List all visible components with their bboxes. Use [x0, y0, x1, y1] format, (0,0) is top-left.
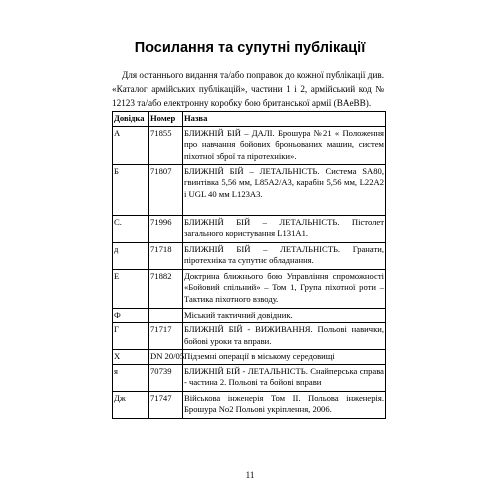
table-header-row	[113, 112, 386, 127]
table-row	[113, 269, 386, 308]
row-code: я	[113, 364, 149, 391]
header-title: Назва	[183, 112, 386, 127]
row-code: Х	[113, 350, 149, 365]
row-code: д	[113, 242, 149, 269]
row-code: А	[113, 126, 149, 164]
row-title: Міський тактичний довідник.	[183, 308, 386, 323]
page-number: 11	[245, 470, 255, 480]
row-title: БЛИЖНІЙ БІЙ - ВИЖИВАННЯ. Польові навички, бойові уроки та вправи.	[183, 323, 386, 350]
row-title: БЛИЖНІЙ БІЙ - ЛЕТАЛЬНІСТЬ. Снайперська справа - частина 2. Польові та бойові вправи	[183, 364, 386, 391]
table-row	[113, 215, 386, 242]
row-code: С.	[113, 215, 149, 242]
row-code: Дж	[113, 391, 149, 418]
intro-paragraph: Для останнього видання та/або поправок до кожної публікації див. «Каталог армійських публікацій», частини 1 і 2, армійський код № 12123 та/або електронну коробку бою британської армії (BAeBB).	[112, 70, 384, 108]
table-row	[113, 350, 386, 365]
row-title: БЛИЖНІЙ БІЙ – ЛЕТАЛЬНІСТЬ. Пістолет загального користування L131A1.	[183, 215, 386, 242]
row-title: БЛИЖНІЙ БІЙ – ЛЕТАЛЬНІСТЬ. Система SA80, гвинтівка 5,56 мм, L85A2/A3, карабін 5,56 мм, L22A2 і UGL 40 мм L123A3.	[183, 164, 386, 215]
table-row	[113, 242, 386, 269]
header-number: Номер	[149, 112, 183, 127]
row-number: 71882	[149, 269, 183, 308]
table-row	[113, 323, 386, 350]
table-row	[113, 308, 386, 323]
table-row	[113, 126, 386, 164]
row-number: 70739	[149, 364, 183, 391]
row-code: Б	[113, 164, 149, 215]
row-title: Доктрина ближнього бою Управління спроможності «Бойовий спільний» – Том 1, Група піхотної роти – Тактика піхотного взводу.	[183, 269, 386, 308]
row-number: 71747	[149, 391, 183, 418]
row-number: 71718	[149, 242, 183, 269]
row-number: 71855	[149, 126, 183, 164]
header-reference: Довідка	[113, 112, 149, 127]
references-table	[112, 111, 386, 419]
row-title: БЛИЖНІЙ БІЙ – ДАЛІ. Брошура №21 « Положення про навчання бойових броньованих машин, систем піхотної зброї та піротехніки».	[183, 126, 386, 164]
row-number	[149, 308, 183, 323]
table-row	[113, 391, 386, 418]
row-number: 71996	[149, 215, 183, 242]
row-code: Г	[113, 323, 149, 350]
page-title: Посилання та супутні публікації	[134, 40, 366, 56]
row-title: Підземні операції в міському середовищі	[183, 350, 386, 365]
table-row	[113, 164, 386, 215]
row-title: БЛИЖНІЙ БІЙ – ЛЕТАЛЬНІСТЬ. Гранати, піротехніка та супутнє обладнання.	[183, 242, 386, 269]
row-number: 71717	[149, 323, 183, 350]
row-code: Ф	[113, 308, 149, 323]
row-title: Військова інженерія Том II. Польова інженерія. Брошура No2 Польові укріплення, 2006.	[183, 391, 386, 418]
table-row	[113, 364, 386, 391]
row-number: 71807	[149, 164, 183, 215]
row-code: Е	[113, 269, 149, 308]
row-number: DN 20/05	[149, 350, 183, 365]
